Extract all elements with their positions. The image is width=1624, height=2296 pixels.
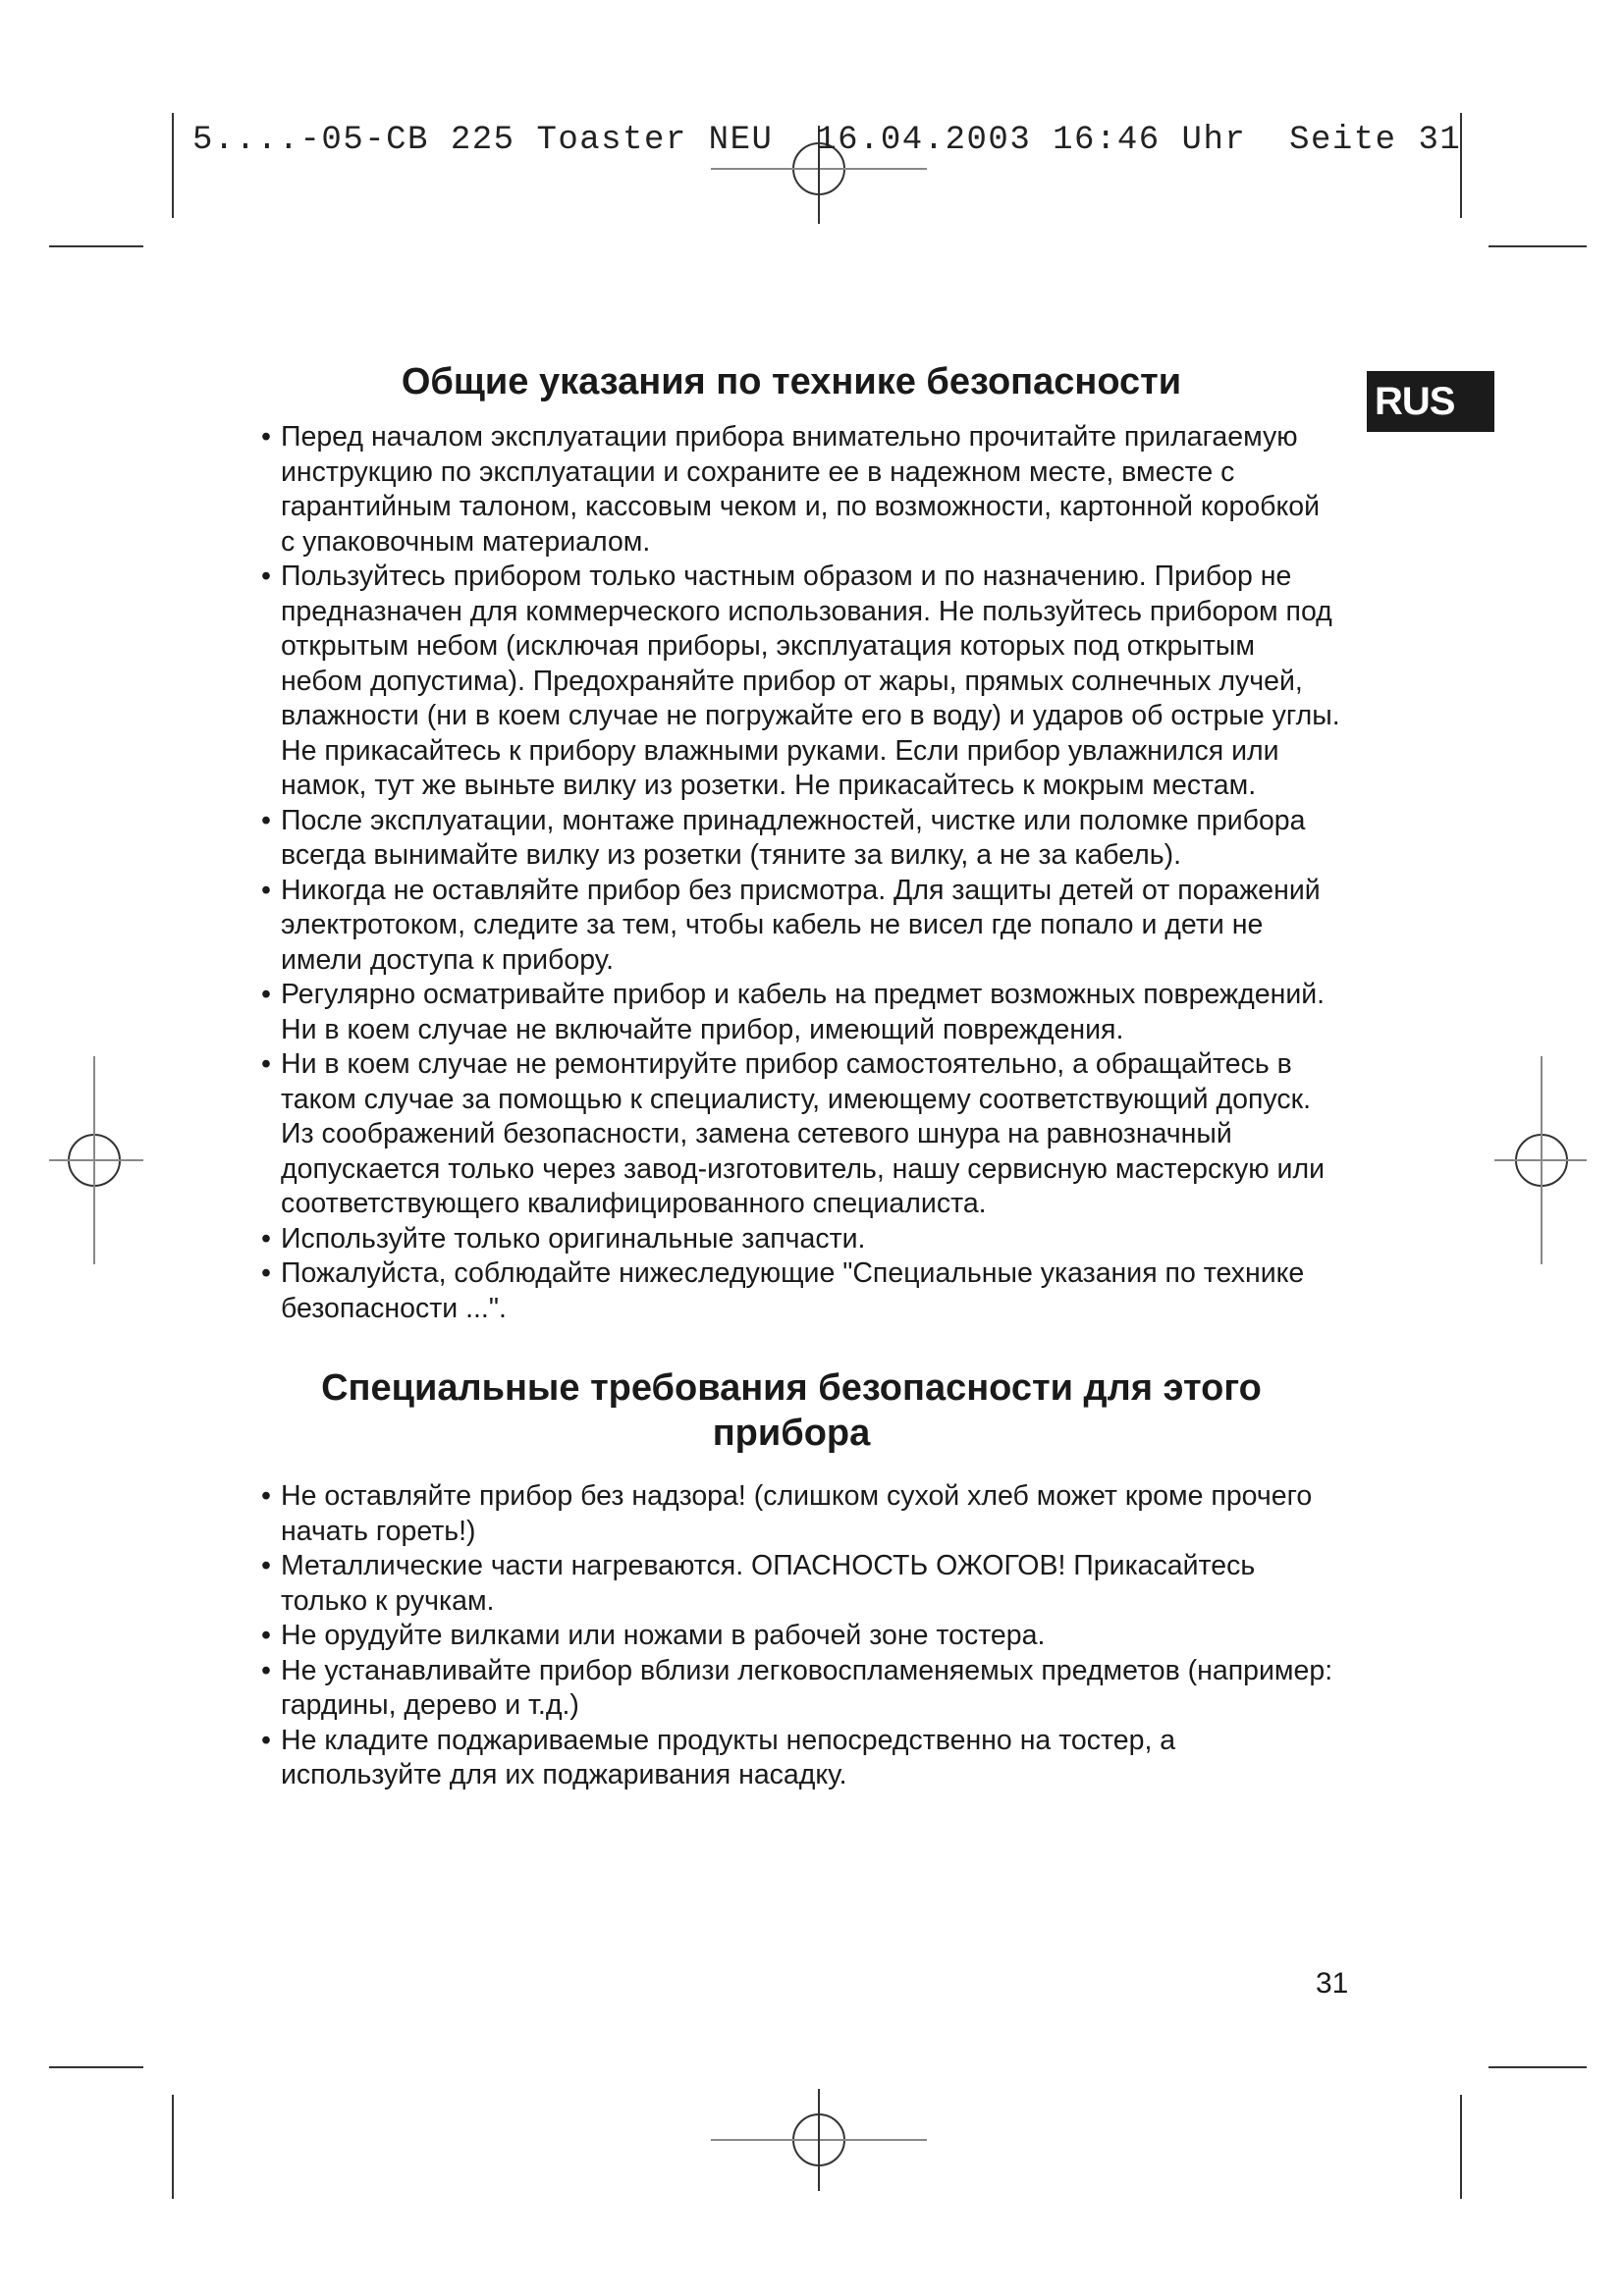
page-number: 31: [1316, 1967, 1349, 2000]
list-item: • Ни в коем случае не ремонтируйте прибор самостоятельно, а обращайтесь в таком случае за помощью к специалисту, имеющему соответствующий допуск. Из соображений безопасности, замена сетевого шнура на равнозначный допускается только через завод-изготовитель, нашу сервисную мастерскую или соответствующего квалифицированного специалиста.: [261, 1048, 1326, 1219]
bullet-icon: •: [261, 1480, 271, 1512]
list-item: • Металлические части нагреваются. ОПАСНОСТЬ ОЖОГОВ! Прикасайтесь только к ручкам.: [261, 1550, 1256, 1617]
bullet-icon: •: [261, 1222, 271, 1255]
bullet-icon: •: [261, 1620, 271, 1651]
bullet-icon: •: [261, 1257, 271, 1289]
list-item: • Не оставляйте прибор без надзора! (слишком сухой хлеб может кроме прочего начать гореть!): [261, 1480, 1313, 1547]
bullet-icon: •: [261, 561, 271, 592]
bullet-icon: •: [261, 979, 271, 1010]
special-safety-list: [242, 1479, 1341, 1793]
list-item: • Регулярно осматривайте прибор и кабель на предмет возможных повреждений. Ни в коем случае не включайте прибор, имеющий повреждения.: [261, 979, 1326, 1045]
language-tab: RUS: [1367, 371, 1494, 432]
registration-mark-left: [49, 1056, 143, 1264]
bullet-icon: •: [261, 1550, 271, 1581]
bullet-icon: •: [261, 1724, 271, 1756]
list-item: • Не устанавливайте прибор вблизи легковоспламеняемых предметов (например: гардины, дерево и т.д.): [261, 1654, 1333, 1721]
registration-mark-bottom: [711, 2089, 927, 2191]
bullet-icon: •: [261, 804, 271, 836]
list-item: • Не орудуйте вилками или ножами в рабочей зоне тостера.: [242, 1619, 1341, 1654]
bullet-icon: •: [261, 421, 271, 453]
list-item: • Пожалуйста, соблюдайте нижеследующие "Специальные указания по технике безопасности ...".: [261, 1257, 1305, 1324]
section-title-special: Специальные требования безопасности для этого прибора: [321, 1367, 1262, 1454]
bullet-icon: •: [261, 1048, 271, 1080]
list-item: • Перед началом эксплуатации прибора внимательно прочитайте прилагаемую инструкцию по эксплуатации и сохраните ее в надежном месте, вместе с гарантийным талоном, кассовым чеком и, по возможности, картонной коробкой с упаковочным материалом.: [261, 421, 1321, 558]
document-body: [242, 359, 1341, 1793]
list-item: • Не кладите поджариваемые продукты непосредственно на тостер, а используйте для их поджаривания насадку.: [261, 1724, 1176, 1790]
print-slug-line: 5....-05-CB 225 Toaster NEU 16.04.2003 16:46 Uhr Seite 31: [192, 122, 1462, 159]
list-item: • Пользуйтесь прибором только частным образом и по назначению. Прибор не предназначен для коммерческого использования. Не пользуйтесь прибором под открытым небом (исключая приборы, эксплуатация которых под открытым небом допустима). Предохраняйте прибор от жары, прямых солнечных лучей, влажности (ни в коем случае не погружайте его в воду) и ударов об острые углы. Не прикасайтесь к прибору влажными руками. Если прибор увлажнился или намок, тут же выньте вилку из розетки. Не прикасайтесь к мокрым местам.: [261, 561, 1340, 801]
registration-mark-right: [1494, 1056, 1587, 1264]
bullet-icon: •: [261, 874, 271, 906]
general-safety-list: [242, 420, 1341, 1326]
list-item: • Никогда не оставляйте прибор без присмотра. Для защиты детей от поражений электротоком, следите за тем, чтобы кабель не висел где попало и дети не имели доступа к прибору.: [261, 874, 1321, 976]
bullet-icon: •: [261, 1654, 271, 1686]
section-title-general: Общие указания по технике безопасности: [401, 361, 1182, 402]
list-item: • После эксплуатации, монтаже принадлежностей, чистке или поломке прибора всегда вынимайте вилку из розетки (тяните за вилку, а не за кабель).: [261, 804, 1306, 871]
list-item: • Используйте только оригинальные запчасти.: [242, 1222, 1341, 1257]
